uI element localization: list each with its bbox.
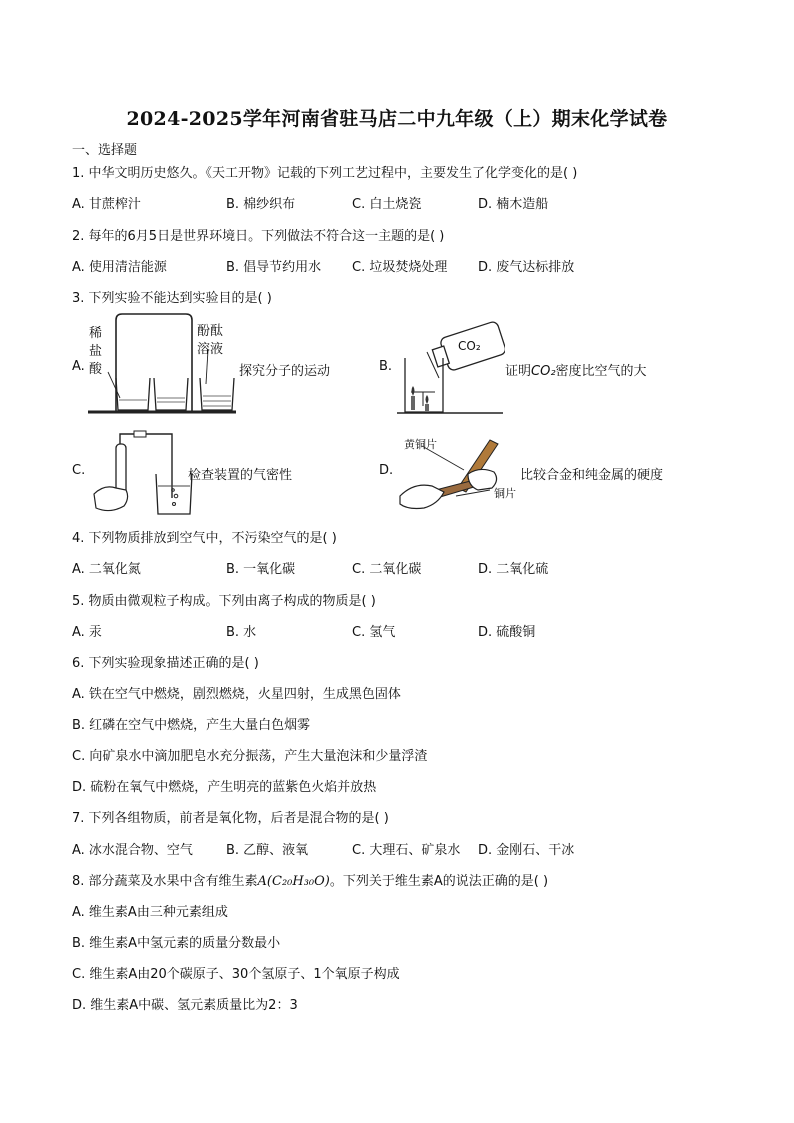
q5-option-a: A. 汞 — [72, 625, 102, 640]
q3b-caption — [505, 360, 647, 379]
q8-stem-post: 。下列关于维生素A的说法正确的是( ) — [329, 874, 549, 889]
q2-option-a: A. 使用清洁能源 — [72, 260, 167, 275]
question-1-stem: 1. 中华文明历史悠久。《天工开物》记载的下列工艺过程中，主要发生了化学变化的是( ) — [72, 166, 578, 181]
q2-option-d: D. 废气达标排放 — [478, 260, 575, 275]
q3a-label-dilute: 稀 — [89, 326, 103, 341]
q3a-label-phenolphthalein: 酚酞 — [197, 324, 224, 339]
q4-option-a: A. 二氧化氮 — [72, 562, 141, 577]
question-7-stem: 7. 下列各组物质，前者是氧化物，后者是混合物的是( ) — [72, 811, 389, 826]
q8-stem-pre: 8. 部分蔬菜及水果中含有维生素 — [72, 874, 258, 889]
q3c-caption: 检查装置的气密性 — [188, 468, 293, 483]
q3a-letter: A. — [72, 359, 85, 374]
airtightness-apparatus-icon — [90, 428, 196, 516]
q5-option-c: C. 氢气 — [352, 625, 396, 640]
q3a-label-hydrochloric: 盐 — [89, 344, 103, 359]
q3a-label-solution: 溶液 — [197, 342, 224, 357]
question-4-stem: 4. 下列物质排放到空气中，不污染空气的是( ) — [72, 531, 337, 546]
q5-option-d: D. 硫酸铜 — [478, 625, 536, 640]
q1-option-b: B. 棉纱织布 — [226, 197, 296, 212]
q8-option-a: A. 维生素A由三种元素组成 — [72, 905, 228, 920]
question-6-stem: 6. 下列实验现象描述正确的是( ) — [72, 656, 259, 671]
q1-option-a: A. 甘蔗榨汁 — [72, 197, 141, 212]
q4-option-d: D. 二氧化硫 — [478, 562, 549, 577]
q7-option-b: B. 乙醇、液氧 — [226, 843, 309, 858]
q3b-bottle-label: CO₂ — [458, 339, 481, 353]
q7-option-c: C. 大理石、矿泉水 — [352, 843, 461, 858]
q8-option-c: C. 维生素A由20个碳原子、30个氢原子、1个氧原子构成 — [72, 967, 400, 982]
q6-option-d: D. 硫粉在氧气中燃烧，产生明亮的蓝紫色火焰并放热 — [72, 780, 377, 795]
q3b-caption-post: 密度比空气的大 — [555, 364, 647, 379]
q3b-figure — [395, 316, 505, 416]
q8-option-b: B. 维生素A中氢元素的质量分数最小 — [72, 936, 281, 951]
q1-option-c: C. 白土烧瓷 — [352, 197, 422, 212]
q1-option-d: D. 楠木造船 — [478, 197, 549, 212]
q6-option-c: C. 向矿泉水中滴加肥皂水充分振荡，产生大量泡沫和少量浮渣 — [72, 749, 428, 764]
q7-option-a: A. 冰水混合物、空气 — [72, 843, 193, 858]
q3d-caption: 比较合金和纯金属的硬度 — [520, 468, 664, 483]
q3d-letter: D. — [379, 463, 394, 478]
q3b-caption-pre: 证明 — [505, 364, 532, 379]
page-title: 2024-2025学年河南省驻马店二中九年级（上）期末化学试卷 — [126, 108, 668, 130]
question-3-stem: 3. 下列实验不能达到实验目的是( ) — [72, 291, 272, 306]
q2-option-b: B. 倡导节约用水 — [226, 260, 322, 275]
section-heading: 一、选择题 — [72, 143, 138, 158]
q7-option-d: D. 金刚石、干冰 — [478, 843, 575, 858]
co2-candle-apparatus-icon — [395, 316, 505, 416]
q3c-letter: C. — [72, 463, 86, 478]
q3b-letter: B. — [379, 359, 393, 374]
q2-option-c: C. 垃圾焚烧处理 — [352, 260, 448, 275]
q3a-label-acid: 酸 — [89, 362, 103, 377]
q6-option-b: B. 红磷在空气中燃烧，产生大量白色烟雾 — [72, 718, 311, 733]
q3b-caption-formula: CO₂ — [531, 364, 556, 379]
q8-option-d: D. 维生素A中碳、氢元素质量比为2：3 — [72, 998, 298, 1013]
question-5-stem: 5. 物质由微观粒子构成。下列由离子构成的物质是( ) — [72, 594, 376, 609]
q5-option-b: B. 水 — [226, 625, 257, 640]
q3d-label-brass: 黄铜片 — [404, 438, 437, 451]
q3c-figure — [90, 428, 196, 516]
question-2-stem: 2. 每年的6月5日是世界环境日。下列做法不符合这一主题的是( ) — [72, 229, 445, 244]
q6-option-a: A. 铁在空气中燃烧，剧烈燃烧，火星四射，生成黑色固体 — [72, 687, 401, 702]
q4-option-c: C. 二氧化碳 — [352, 562, 422, 577]
q3a-caption: 探究分子的运动 — [239, 364, 331, 379]
q4-option-b: B. 一氧化碳 — [226, 562, 296, 577]
q8-stem-formula: A(C₂₀H₃₀O) — [257, 874, 330, 889]
q3d-label-copper: 铜片 — [494, 487, 516, 500]
question-8-stem — [72, 874, 548, 890]
